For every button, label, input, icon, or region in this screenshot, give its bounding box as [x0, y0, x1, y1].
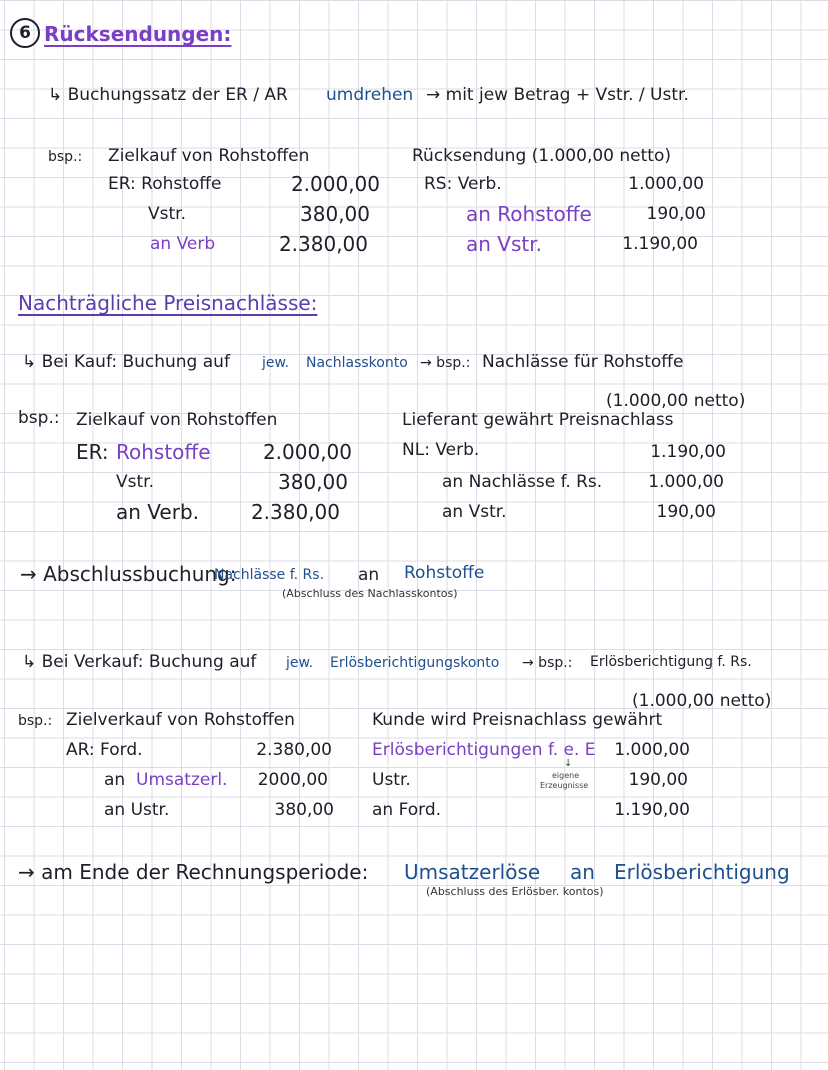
right-example-title: Rücksendung (1.000,00 netto): [412, 146, 671, 166]
left-amount: 2.380,00: [278, 232, 368, 256]
rule-text-suffix: → mit jew Betrag + Vstr. / Ustr.: [426, 85, 689, 105]
right-account: an Rohstoffe: [466, 202, 592, 226]
left-example-title: Zielverkauf von Rohstoffen: [66, 710, 295, 730]
left-amount: 380,00: [300, 202, 370, 226]
left-amount: 2000,00: [257, 770, 328, 790]
right-account: RS: Verb.: [424, 174, 502, 194]
left-account: AR: Ford.: [66, 740, 143, 760]
right-account: NL: Verb.: [402, 440, 480, 460]
right-account: Ustr.: [372, 770, 411, 790]
left-amount: 2.380,00: [250, 500, 340, 524]
rule-highlight: Nachlasskonto: [306, 355, 408, 371]
rule-highlight: jew.: [262, 355, 290, 371]
example-label: bsp.:: [48, 149, 83, 165]
left-an: an: [104, 770, 126, 790]
rule-highlight: umdrehen: [326, 85, 414, 105]
abschluss-label: → Abschlussbuchung:: [20, 562, 237, 586]
end-label: → am Ende der Rechnungsperiode:: [18, 860, 369, 884]
rule-text: ↳ Bei Kauf: Buchung auf: [22, 352, 230, 372]
left-amount: 2.000,00: [290, 172, 380, 196]
rule-text-suffix: Erlösberichtigung f. Rs.: [590, 654, 752, 670]
example-label: bsp.:: [18, 713, 53, 729]
left-account: Vstr.: [148, 204, 186, 224]
right-account: an Vstr.: [442, 502, 507, 522]
left-example-title: Zielkauf von Rohstoffen: [76, 410, 278, 430]
section-number-badge: 6: [10, 18, 40, 48]
right-example-title: Lieferant gewährt Preisnachlass: [402, 410, 674, 430]
netto-note: (1.000,00 netto): [606, 391, 746, 411]
rule-text: ↳ Bei Verkauf: Buchung auf: [22, 652, 257, 672]
right-amount: 190,00: [628, 770, 688, 790]
annotation: eigene: [552, 771, 580, 780]
right-amount: 1.190,00: [650, 442, 726, 462]
abschluss-note: (Abschluss des Nachlasskontos): [282, 587, 458, 600]
left-account: Vstr.: [116, 472, 154, 492]
end-note: (Abschluss des Erlösber. kontos): [426, 885, 604, 898]
right-amount: 1.190,00: [622, 234, 698, 254]
end-debit: Umsatzerlöse: [404, 860, 541, 884]
rule-highlight: Erlösberichtigungskonto: [330, 655, 500, 671]
rule-highlight: jew.: [286, 655, 314, 671]
end-an: an: [570, 860, 595, 884]
section-title-preisnachlaesse: Nachträgliche Preisnachlässe:: [18, 291, 318, 315]
left-amount: 380,00: [278, 470, 348, 494]
abschluss-an: an: [358, 565, 380, 585]
right-amount: 1.000,00: [628, 174, 704, 194]
right-amount: 1.000,00: [648, 472, 724, 492]
rule-text: ↳ Buchungssatz der ER / AR: [48, 85, 288, 105]
left-account: Rohstoffe: [116, 440, 211, 464]
example-label: bsp.:: [18, 408, 60, 428]
left-amount: 2.380,00: [256, 740, 332, 760]
left-account-prefix: ER:: [76, 440, 109, 464]
right-account: an Nachlässe f. Rs.: [442, 472, 603, 492]
right-account: Erlösberichtigungen f. e. E: [372, 740, 596, 760]
right-amount: 190,00: [656, 502, 716, 522]
left-account: an Verb: [150, 234, 216, 254]
abschluss-credit: Rohstoffe: [404, 563, 485, 583]
rule-bsp: → bsp.:: [420, 355, 471, 371]
left-account: Umsatzerl.: [136, 770, 228, 790]
abschluss-debit: Nachlässe f. Rs.: [214, 567, 325, 583]
right-amount: 190,00: [646, 204, 706, 224]
left-example-title: Zielkauf von Rohstoffen: [108, 146, 310, 166]
end-credit: Erlösberichtigung: [614, 860, 790, 884]
section-title-ruecksendungen: Rücksendungen:: [44, 22, 232, 46]
rule-bsp: → bsp.:: [522, 655, 573, 671]
rule-text-suffix: Nachlässe für Rohstoffe: [482, 352, 684, 372]
annotation: Erzeugnisse: [540, 781, 589, 790]
left-amount: 2.000,00: [262, 440, 352, 464]
right-account: an Ford.: [372, 800, 442, 820]
left-account: ER: Rohstoffe: [108, 174, 222, 194]
right-account: an Vstr.: [466, 232, 542, 256]
right-amount: 1.190,00: [614, 800, 690, 820]
down-arrow-icon: ↓: [564, 758, 573, 769]
left-amount: 380,00: [274, 800, 334, 820]
left-account: an Verb.: [116, 500, 199, 524]
left-account: an Ustr.: [104, 800, 170, 820]
right-example-title: Kunde wird Preisnachlass gewährt: [372, 710, 663, 730]
right-amount: 1.000,00: [614, 740, 690, 760]
netto-note: (1.000,00 netto): [632, 691, 772, 711]
